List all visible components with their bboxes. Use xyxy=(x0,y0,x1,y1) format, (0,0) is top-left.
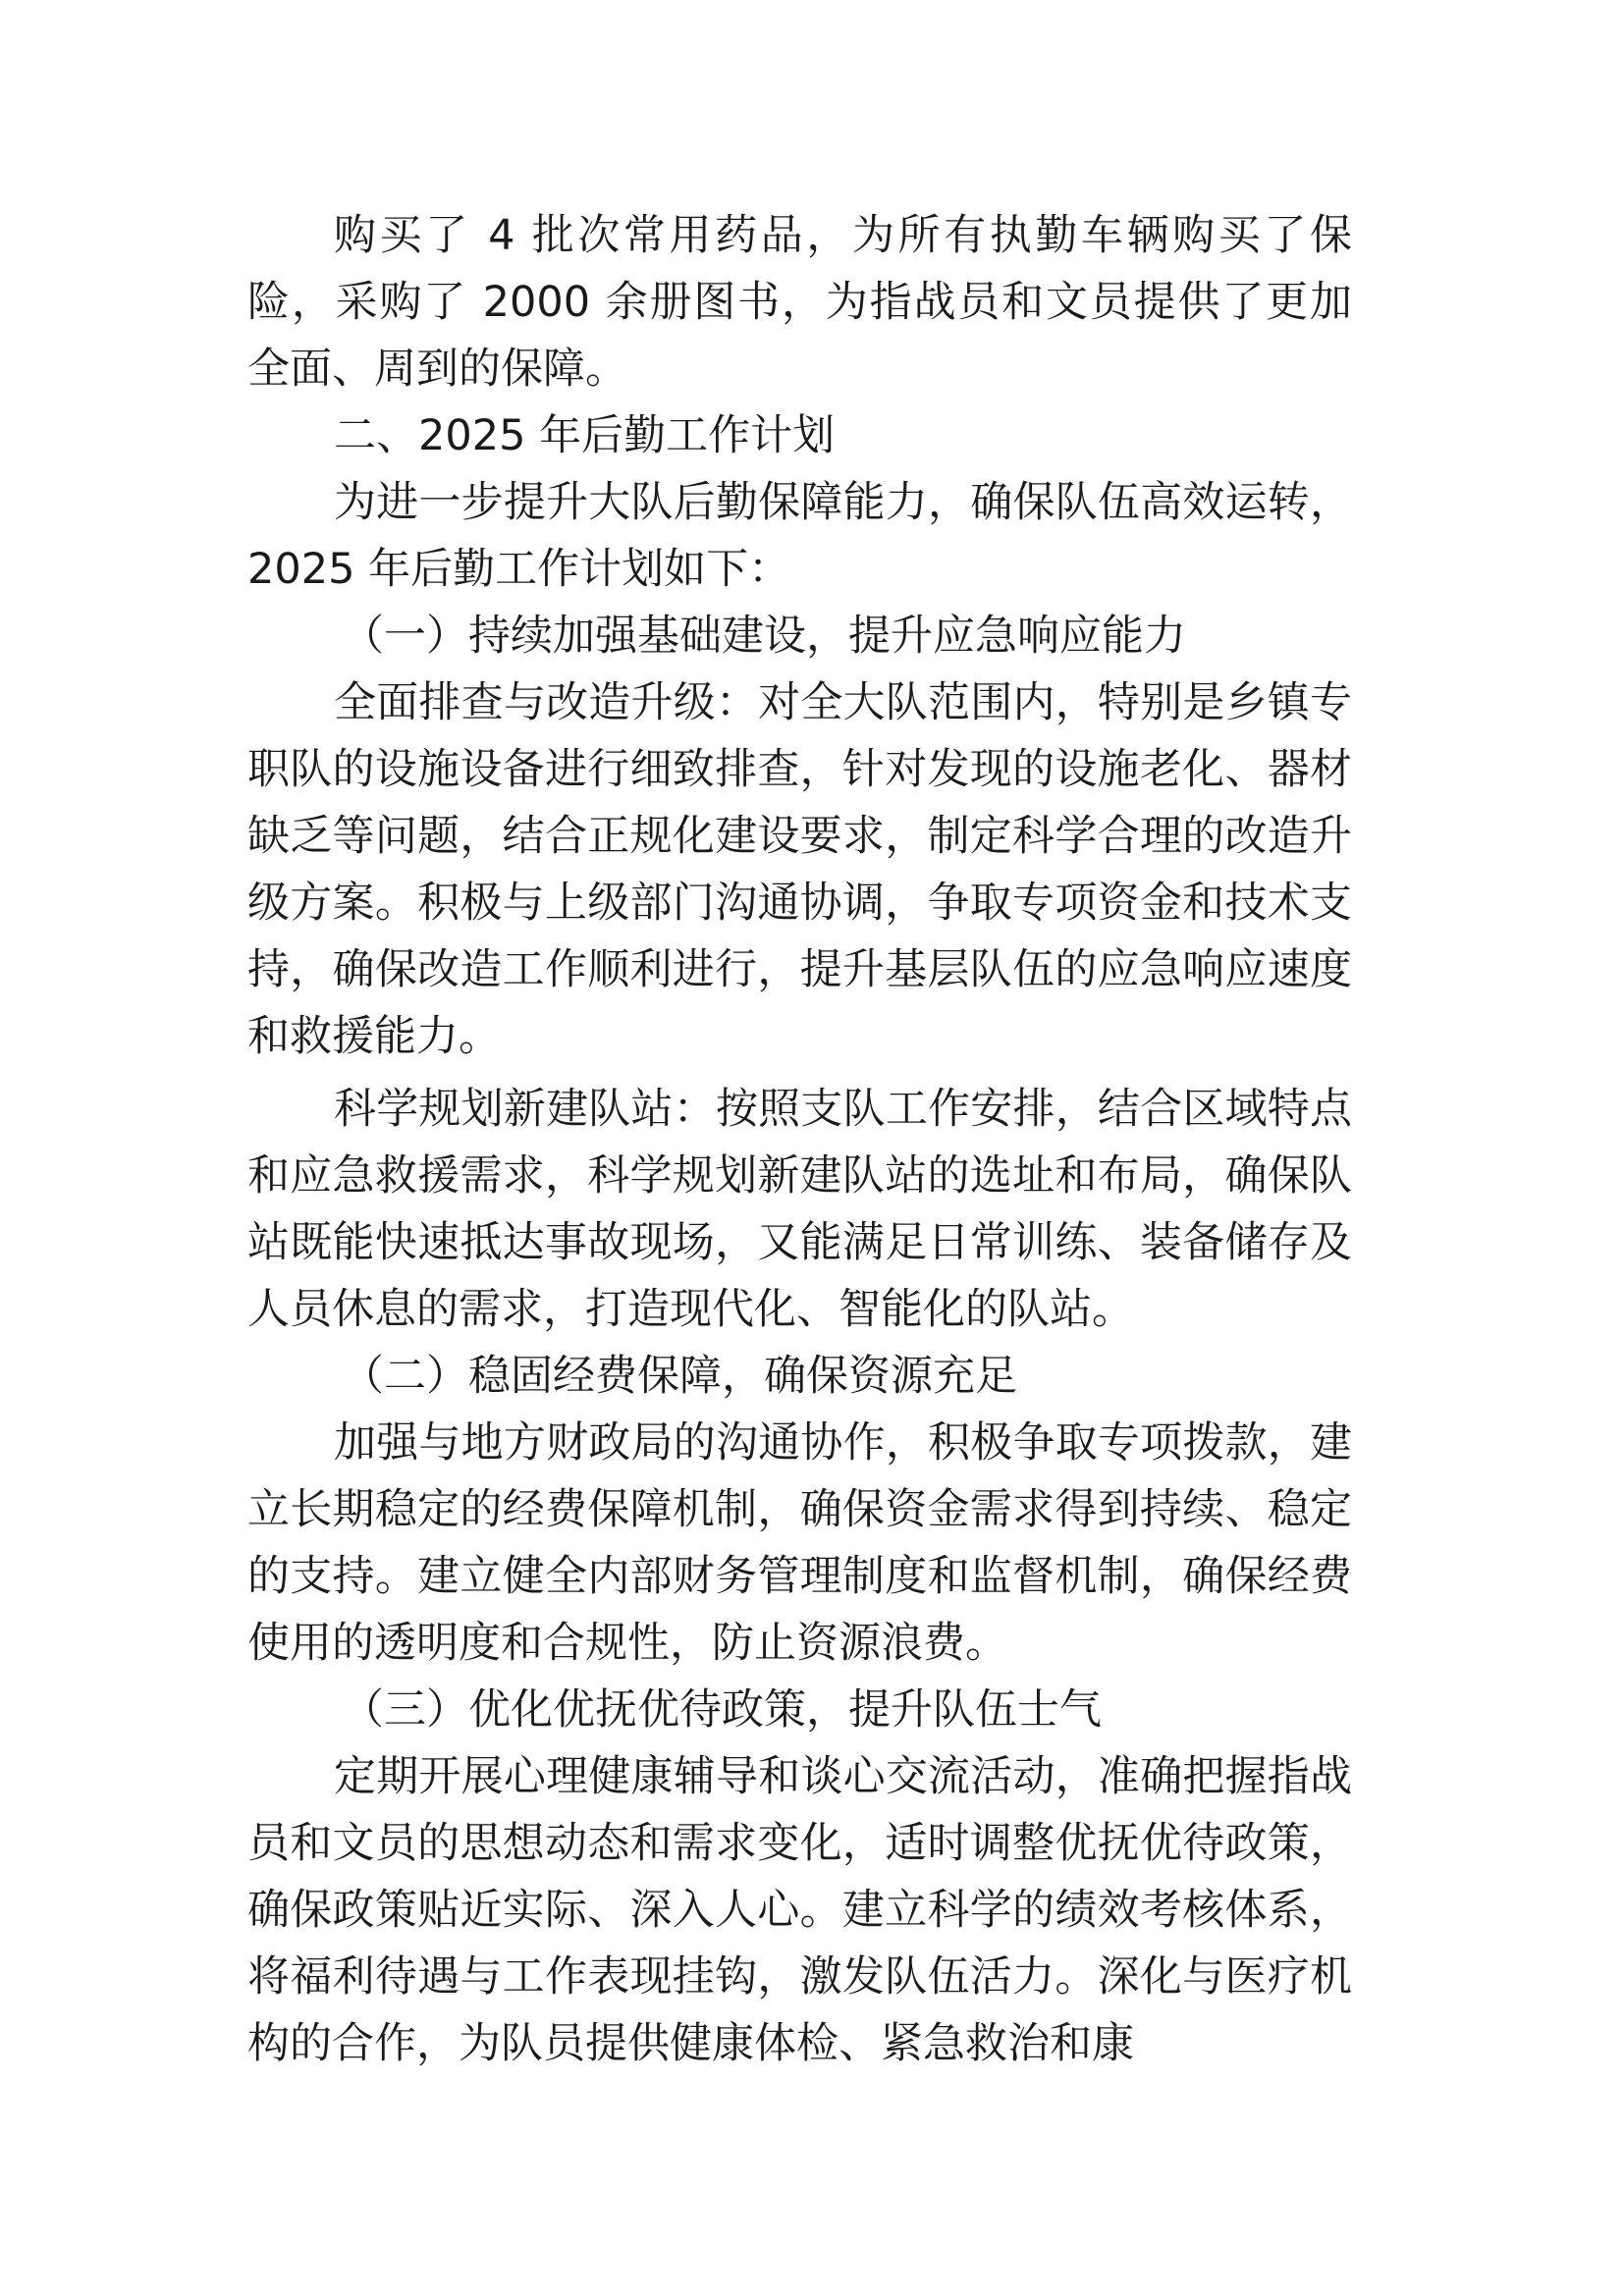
subheading-infrastructure: （一）持续加强基础建设，提升应急响应能力 xyxy=(342,612,1186,661)
paragraph-new-stations: 科学规划新建队站：按照支队工作安排，结合区域特点和应急救援需求，科学规划新建队站的选址和布局，确保队站既能快速抵达事故现场，又能满足日常训练、装备储存及人员休息的需求，打造现代化、智能化的队站。 xyxy=(247,1085,1352,1334)
section-heading-2025-plan: 二、2025 年后勤工作计划 xyxy=(334,411,836,460)
paragraph-funding-detail: 加强与地方财政局的沟通协作，积极争取专项拨款，建立长期稳定的经费保障机制，确保资金需求得到持续、稳定的支持。建立健全内部财务管理制度和监督机制，确保经费使用的透明度和合规性，防止资源浪费。 xyxy=(247,1418,1352,1668)
paragraph-welfare-detail: 定期开展心理健康辅导和谈心交流活动，准确把握指战员和文员的思想动态和需求变化，适时调整优抚优待政策，确保政策贴近实际、深入人心。建立科学的绩效考核体系，将福利待遇与工作表现挂钩，激发队伍活力。深化与医疗机构的合作，为队员提供健康体检、紧急救治和康 xyxy=(247,1752,1352,2068)
paragraph-inspection-upgrade: 全面排查与改造升级：对全大队范围内，特别是乡镇专职队的设施设备进行细致排查，针对发现的设施老化、器材缺乏等问题，结合正规化建设要求，制定科学合理的改造升级方案。积极与上级部门沟通协调，争取专项资金和技术支持，确保改造工作顺利进行，提升基层队伍的应急响应速度和救援能力。 xyxy=(247,678,1352,1061)
subheading-welfare-policy: （三）优化优抚优待政策，提升队伍士气 xyxy=(342,1685,1102,1735)
paragraph-plan-intro: 为进一步提升大队后勤保障能力，确保队伍高效运转，2025 年后勤工作计划如下： xyxy=(247,478,1352,594)
subheading-funding: （二）稳固经费保障，确保资源充足 xyxy=(342,1352,1017,1401)
paragraph-supplies-summary: 购买了 4 批次常用药品，为所有执勤车辆购买了保险，采购了 2000 余册图书，为指战员和文员提供了更加全面、周到的保障。 xyxy=(247,211,1352,394)
document-body xyxy=(247,202,1396,2077)
